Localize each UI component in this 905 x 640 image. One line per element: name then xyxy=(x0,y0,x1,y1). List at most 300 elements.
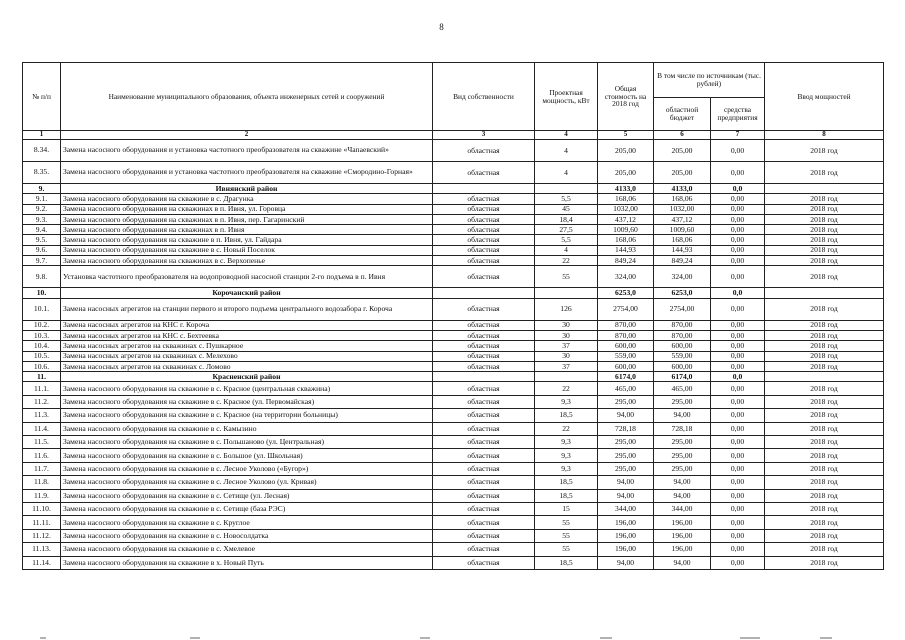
row-number: 9.6. xyxy=(23,245,61,255)
enterprise-funds-cell: 0,00 xyxy=(711,214,765,224)
regional-budget-cell: 94,00 xyxy=(654,409,711,422)
commissioning-cell: 2018 год xyxy=(765,194,884,204)
commissioning-cell: 2018 год xyxy=(765,422,884,435)
row-number: 9.1. xyxy=(23,194,61,204)
regional-budget-cell: 870,00 xyxy=(654,330,711,340)
regional-budget-cell: 196,00 xyxy=(654,516,711,529)
column-number: 4 xyxy=(535,131,598,140)
total-cost-cell: 559,00 xyxy=(598,351,654,361)
enterprise-funds-cell: 0,00 xyxy=(711,382,765,395)
commissioning-cell xyxy=(765,372,884,382)
total-cost-cell: 600,00 xyxy=(598,341,654,351)
regional-budget-cell: 600,00 xyxy=(654,361,711,371)
regional-budget-cell: 168,06 xyxy=(654,235,711,245)
capacity-cell: 30 xyxy=(535,320,598,330)
regional-budget-cell: 437,12 xyxy=(654,214,711,224)
enterprise-funds-cell: 0,00 xyxy=(711,462,765,475)
total-cost-cell: 437,12 xyxy=(598,214,654,224)
commissioning-cell: 2018 год xyxy=(765,543,884,556)
regional-budget-cell: 600,00 xyxy=(654,341,711,351)
capacity-cell: 18,5 xyxy=(535,489,598,502)
table-row xyxy=(23,341,884,351)
ownership-cell: областная xyxy=(433,409,535,422)
commissioning-cell: 2018 год xyxy=(765,225,884,235)
regional-budget-cell: 205,00 xyxy=(654,140,711,162)
table-body xyxy=(23,140,884,570)
total-cost-cell: 94,00 xyxy=(598,489,654,502)
table-row xyxy=(23,543,884,556)
commissioning-cell xyxy=(765,184,884,194)
ownership-cell: областная xyxy=(433,162,535,184)
total-cost-cell: 196,00 xyxy=(598,529,654,542)
capacity-cell: 18,4 xyxy=(535,214,598,224)
total-cost-cell: 295,00 xyxy=(598,462,654,475)
table-row xyxy=(23,140,884,162)
enterprise-funds-cell: 0,00 xyxy=(711,409,765,422)
table-row xyxy=(23,409,884,422)
object-name: Замена насосного оборудования на скважине в с. Красное (ул. Первомайская) xyxy=(61,395,433,408)
total-cost-cell: 465,00 xyxy=(598,382,654,395)
commissioning-cell: 2018 год xyxy=(765,140,884,162)
regional-budget-cell: 94,00 xyxy=(654,556,711,569)
enterprise-funds-cell: 0,00 xyxy=(711,351,765,361)
capacity-cell xyxy=(535,184,598,194)
enterprise-funds-cell: 0,00 xyxy=(711,225,765,235)
total-cost-cell: 6253,0 xyxy=(598,288,654,298)
object-name: Замена насосного оборудования на скважине в с. Лесное Уколово (ул. Кривая) xyxy=(61,476,433,489)
total-cost-cell: 324,00 xyxy=(598,266,654,288)
commissioning-cell: 2018 год xyxy=(765,409,884,422)
table-row xyxy=(23,245,884,255)
regional-budget-cell: 1009,60 xyxy=(654,225,711,235)
total-cost-cell: 1009,60 xyxy=(598,225,654,235)
object-name: Замена насосного оборудования и установка частотного преобразователя на скважине «Смородино-Горная» xyxy=(61,162,433,184)
column-number: 5 xyxy=(598,131,654,140)
total-cost-cell: 728,18 xyxy=(598,422,654,435)
row-number: 11.6. xyxy=(23,449,61,462)
commissioning-cell: 2018 год xyxy=(765,529,884,542)
enterprise-funds-cell: 0,00 xyxy=(711,298,765,320)
enterprise-funds-cell: 0,00 xyxy=(711,556,765,569)
row-number: 10.4. xyxy=(23,341,61,351)
total-cost-cell: 600,00 xyxy=(598,361,654,371)
header-capacity: Проектная мощность, кВт xyxy=(535,63,598,131)
commissioning-cell: 2018 год xyxy=(765,266,884,288)
row-number: 10. xyxy=(23,288,61,298)
capacity-cell: 37 xyxy=(535,361,598,371)
capacity-cell: 22 xyxy=(535,256,598,266)
enterprise-funds-cell: 0,00 xyxy=(711,330,765,340)
total-cost-cell: 94,00 xyxy=(598,556,654,569)
row-number: 10.2. xyxy=(23,320,61,330)
table-row xyxy=(23,320,884,330)
capacity-cell: 9,3 xyxy=(535,449,598,462)
table-row xyxy=(23,214,884,224)
table-row xyxy=(23,436,884,449)
object-name: Замена насосного оборудования на скважине в с. Сетище (ул. Лесная) xyxy=(61,489,433,502)
column-numbers-row xyxy=(23,131,884,140)
capacity-cell: 9,3 xyxy=(535,462,598,475)
ownership-cell: областная xyxy=(433,395,535,408)
enterprise-funds-cell: 0,0 xyxy=(711,288,765,298)
regional-budget-cell: 205,00 xyxy=(654,162,711,184)
object-name: Замена насосных агрегатов на КНС с. Бехтеевка xyxy=(61,330,433,340)
capacity-cell: 4 xyxy=(535,140,598,162)
object-name: Замена насосного оборудования на скважине в с. Большое (ул. Школьная) xyxy=(61,449,433,462)
object-name: Замена насосных агрегатов на скважинах с. Ломово xyxy=(61,361,433,371)
header-enterprise-funds: средства предприятия xyxy=(711,98,765,131)
row-number: 10.3. xyxy=(23,330,61,340)
row-number: 11.1. xyxy=(23,382,61,395)
capacity-cell: 4 xyxy=(535,245,598,255)
capacity-cell: 30 xyxy=(535,330,598,340)
ownership-cell: областная xyxy=(433,235,535,245)
object-name: Красненский район xyxy=(61,372,433,382)
object-name: Замена насосного оборудования и установка частотного преобразователя на скважине «Чапаевский» xyxy=(61,140,433,162)
capacity-cell: 18,5 xyxy=(535,556,598,569)
object-name: Замена насосного оборудования на скважинах в п. Ивня xyxy=(61,225,433,235)
row-number: 11.2. xyxy=(23,395,61,408)
total-cost-cell: 144,93 xyxy=(598,245,654,255)
row-number: 11. xyxy=(23,372,61,382)
total-cost-cell: 1032,00 xyxy=(598,204,654,214)
regional-budget-cell: 295,00 xyxy=(654,449,711,462)
object-name: Замена насосного оборудования на скважинах в п. Ивня, ул. Горовца xyxy=(61,204,433,214)
ownership-cell xyxy=(433,372,535,382)
column-number: 6 xyxy=(654,131,711,140)
header-commissioning: Ввод мощностей xyxy=(765,63,884,131)
enterprise-funds-cell: 0,00 xyxy=(711,235,765,245)
row-number: 11.4. xyxy=(23,422,61,435)
commissioning-cell: 2018 год xyxy=(765,462,884,475)
capacity-cell: 55 xyxy=(535,543,598,556)
ownership-cell: областная xyxy=(433,382,535,395)
enterprise-funds-cell: 0,00 xyxy=(711,502,765,515)
row-number: 11.12. xyxy=(23,529,61,542)
object-name: Замена насосного оборудования на скважине в с. Сетище (база РЭС) xyxy=(61,502,433,515)
table-row xyxy=(23,330,884,340)
object-name: Замена насосного оборудования на скважине в с. Польшаново (ул. Центральная) xyxy=(61,436,433,449)
district-row xyxy=(23,288,884,298)
ownership-cell: областная xyxy=(433,245,535,255)
commissioning-cell: 2018 год xyxy=(765,235,884,245)
row-number: 11.11. xyxy=(23,516,61,529)
row-number: 9.7. xyxy=(23,256,61,266)
enterprise-funds-cell: 0,00 xyxy=(711,449,765,462)
ownership-cell: областная xyxy=(433,449,535,462)
row-number: 8.35. xyxy=(23,162,61,184)
header-sources-group: В том числе по источникам (тыс. рублей) xyxy=(654,63,765,98)
capacity-cell: 4 xyxy=(535,162,598,184)
commissioning-cell: 2018 год xyxy=(765,395,884,408)
scan-edge-marks xyxy=(0,630,905,640)
object-name: Замена насосного оборудования на скважине в с. Камызино xyxy=(61,422,433,435)
table-row xyxy=(23,395,884,408)
object-name: Замена насосного оборудования на скважинах в п. Ивня, пер. Гагаринский xyxy=(61,214,433,224)
regional-budget-cell: 849,24 xyxy=(654,256,711,266)
regional-budget-cell: 344,00 xyxy=(654,502,711,515)
capacity-cell: 18,5 xyxy=(535,409,598,422)
enterprise-funds-cell: 0,00 xyxy=(711,256,765,266)
object-name: Замена насосных агрегатов на КНС г. Короча xyxy=(61,320,433,330)
commissioning-cell: 2018 год xyxy=(765,162,884,184)
regional-budget-cell: 94,00 xyxy=(654,489,711,502)
header-num: № п/п xyxy=(23,63,61,131)
ownership-cell: областная xyxy=(433,194,535,204)
enterprise-funds-cell: 0,00 xyxy=(711,194,765,204)
capacity-cell: 27,5 xyxy=(535,225,598,235)
ownership-cell: областная xyxy=(433,266,535,288)
regional-budget-cell: 6253,0 xyxy=(654,288,711,298)
commissioning-cell: 2018 год xyxy=(765,320,884,330)
commissioning-cell: 2018 год xyxy=(765,436,884,449)
total-cost-cell: 168,06 xyxy=(598,194,654,204)
header-total-cost: Общая стоимость на 2018 год xyxy=(598,63,654,131)
row-number: 9.8. xyxy=(23,266,61,288)
regional-budget-cell: 295,00 xyxy=(654,436,711,449)
commissioning-cell: 2018 год xyxy=(765,256,884,266)
row-number: 8.34. xyxy=(23,140,61,162)
row-number: 9.3. xyxy=(23,214,61,224)
ownership-cell: областная xyxy=(433,476,535,489)
regional-budget-cell: 295,00 xyxy=(654,395,711,408)
object-name: Замена насосного оборудования на скважине в с. Красное (на территории больницы) xyxy=(61,409,433,422)
table-row xyxy=(23,235,884,245)
total-cost-cell: 205,00 xyxy=(598,140,654,162)
total-cost-cell: 849,24 xyxy=(598,256,654,266)
total-cost-cell: 870,00 xyxy=(598,320,654,330)
commissioning-cell: 2018 год xyxy=(765,449,884,462)
row-number: 11.9. xyxy=(23,489,61,502)
capacity-cell: 5,5 xyxy=(535,235,598,245)
regional-budget-cell: 168,06 xyxy=(654,194,711,204)
ownership-cell: областная xyxy=(433,256,535,266)
regional-budget-cell: 2754,00 xyxy=(654,298,711,320)
ownership-cell: областная xyxy=(433,502,535,515)
enterprise-funds-cell: 0,00 xyxy=(711,516,765,529)
total-cost-cell: 295,00 xyxy=(598,449,654,462)
ownership-cell: областная xyxy=(433,462,535,475)
enterprise-funds-cell: 0,00 xyxy=(711,266,765,288)
enterprise-funds-cell: 0,00 xyxy=(711,245,765,255)
ownership-cell: областная xyxy=(433,556,535,569)
object-name: Замена насосного оборудования на скважине в с. Драгунка xyxy=(61,194,433,204)
ownership-cell xyxy=(433,184,535,194)
regional-budget-cell: 870,00 xyxy=(654,320,711,330)
enterprise-funds-cell: 0,00 xyxy=(711,162,765,184)
capacity-cell: 9,3 xyxy=(535,395,598,408)
header-ownership: Вид собственности xyxy=(433,63,535,131)
enterprise-funds-cell: 0,00 xyxy=(711,395,765,408)
commissioning-cell: 2018 год xyxy=(765,330,884,340)
commissioning-cell: 2018 год xyxy=(765,556,884,569)
ownership-cell: областная xyxy=(433,516,535,529)
regional-budget-cell: 144,93 xyxy=(654,245,711,255)
commissioning-cell: 2018 год xyxy=(765,489,884,502)
ownership-cell: областная xyxy=(433,422,535,435)
capacity-cell: 37 xyxy=(535,341,598,351)
table-row xyxy=(23,162,884,184)
total-cost-cell: 2754,00 xyxy=(598,298,654,320)
column-number: 8 xyxy=(765,131,884,140)
enterprise-funds-cell: 0,00 xyxy=(711,489,765,502)
row-number: 11.5. xyxy=(23,436,61,449)
ownership-cell xyxy=(433,288,535,298)
capacity-cell: 55 xyxy=(535,529,598,542)
enterprise-funds-cell: 0,00 xyxy=(711,361,765,371)
total-cost-cell: 6174,0 xyxy=(598,372,654,382)
commissioning-cell: 2018 год xyxy=(765,476,884,489)
row-number: 11.10. xyxy=(23,502,61,515)
commissioning-cell: 2018 год xyxy=(765,516,884,529)
total-cost-cell: 295,00 xyxy=(598,436,654,449)
ownership-cell: областная xyxy=(433,489,535,502)
total-cost-cell: 870,00 xyxy=(598,330,654,340)
capacity-cell: 9,3 xyxy=(535,436,598,449)
row-number: 11.7. xyxy=(23,462,61,475)
object-name: Замена насосного оборудования на скважине в с. Лесное Уколово («Бугор») xyxy=(61,462,433,475)
row-number: 10.1. xyxy=(23,298,61,320)
regional-budget-cell: 4133,0 xyxy=(654,184,711,194)
row-number: 9.4. xyxy=(23,225,61,235)
table-row xyxy=(23,225,884,235)
enterprise-funds-cell: 0,00 xyxy=(711,320,765,330)
table-row xyxy=(23,489,884,502)
enterprise-funds-cell: 0,00 xyxy=(711,529,765,542)
column-number: 1 xyxy=(23,131,61,140)
object-name: Замена насосного оборудования на скважине в с. Новосолдатка xyxy=(61,529,433,542)
commissioning-cell: 2018 год xyxy=(765,245,884,255)
enterprise-funds-cell: 0,00 xyxy=(711,436,765,449)
ownership-cell: областная xyxy=(433,320,535,330)
regional-budget-cell: 559,00 xyxy=(654,351,711,361)
object-name: Замена насосного оборудования на скважинах в с. Верхопенье xyxy=(61,256,433,266)
capacity-cell: 5,5 xyxy=(535,194,598,204)
district-row xyxy=(23,184,884,194)
ownership-cell: областная xyxy=(433,361,535,371)
capacity-cell xyxy=(535,372,598,382)
object-name: Замена насосных агрегатов на скважинах с. Мелехово xyxy=(61,351,433,361)
ownership-cell: областная xyxy=(433,298,535,320)
object-name: Замена насосного оборудования на скважине в п. Ивня, ул. Гайдара xyxy=(61,235,433,245)
regional-budget-cell: 728,18 xyxy=(654,422,711,435)
table-row xyxy=(23,449,884,462)
ownership-cell: областная xyxy=(433,436,535,449)
total-cost-cell: 205,00 xyxy=(598,162,654,184)
object-name: Установка частотного преобразователя на водопроводной насосной станции 2-го подъема в п. Ивня xyxy=(61,266,433,288)
ownership-cell: областная xyxy=(433,140,535,162)
capacity-cell: 45 xyxy=(535,204,598,214)
table-row xyxy=(23,422,884,435)
commissioning-cell: 2018 год xyxy=(765,298,884,320)
capacity-cell: 18,5 xyxy=(535,476,598,489)
total-cost-cell: 196,00 xyxy=(598,543,654,556)
enterprise-funds-cell: 0,00 xyxy=(711,422,765,435)
regional-budget-cell: 196,00 xyxy=(654,543,711,556)
object-name: Замена насосных агрегатов на станции первого и второго подъема центрального водозабора г. Короча xyxy=(61,298,433,320)
ownership-cell: областная xyxy=(433,529,535,542)
table-row xyxy=(23,194,884,204)
table-row xyxy=(23,256,884,266)
table-row xyxy=(23,382,884,395)
table-row xyxy=(23,556,884,569)
ownership-cell: областная xyxy=(433,330,535,340)
ownership-cell: областная xyxy=(433,204,535,214)
table-row xyxy=(23,266,884,288)
object-name: Замена насосного оборудования на скважине в с. Новый Поселок xyxy=(61,245,433,255)
total-cost-cell: 94,00 xyxy=(598,409,654,422)
table-row xyxy=(23,476,884,489)
column-number: 3 xyxy=(433,131,535,140)
header-regional-budget: областной бюджет xyxy=(654,98,711,131)
object-name: Замена насосного оборудования на скважине в с. Красное (центральная скважина) xyxy=(61,382,433,395)
commissioning-cell: 2018 год xyxy=(765,204,884,214)
capacity-cell: 22 xyxy=(535,382,598,395)
table-row xyxy=(23,502,884,515)
regional-budget-cell: 1032,00 xyxy=(654,204,711,214)
enterprise-funds-cell: 0,0 xyxy=(711,184,765,194)
commissioning-cell: 2018 год xyxy=(765,382,884,395)
table-row xyxy=(23,529,884,542)
regional-budget-cell: 196,00 xyxy=(654,529,711,542)
table-row xyxy=(23,361,884,371)
regional-budget-cell: 94,00 xyxy=(654,476,711,489)
table-row xyxy=(23,462,884,475)
object-name: Замена насосных агрегатов на скважинах с. Пушкарное xyxy=(61,341,433,351)
object-name: Замена насосного оборудования на скважине в с. Хмелевое xyxy=(61,543,433,556)
table-row xyxy=(23,204,884,214)
commissioning-cell: 2018 год xyxy=(765,361,884,371)
commissioning-cell: 2018 год xyxy=(765,502,884,515)
row-number: 11.13. xyxy=(23,543,61,556)
header-name: Наименование муниципального образования, объекта инженерных сетей и сооружений xyxy=(61,63,433,131)
object-name: Корочанский район xyxy=(61,288,433,298)
capacity-cell: 15 xyxy=(535,502,598,515)
row-number: 11.8. xyxy=(23,476,61,489)
page-number: 8 xyxy=(439,22,444,32)
investment-table xyxy=(22,62,884,570)
enterprise-funds-cell: 0,00 xyxy=(711,341,765,351)
row-number: 9.2. xyxy=(23,204,61,214)
regional-budget-cell: 465,00 xyxy=(654,382,711,395)
object-name: Замена насосного оборудования на скважине в х. Новый Путь xyxy=(61,556,433,569)
enterprise-funds-cell: 0,00 xyxy=(711,204,765,214)
enterprise-funds-cell: 0,0 xyxy=(711,372,765,382)
commissioning-cell: 2018 год xyxy=(765,214,884,224)
object-name: Замена насосного оборудования на скважине в с. Круглое xyxy=(61,516,433,529)
row-number: 9.5. xyxy=(23,235,61,245)
object-name: Ивнянский район xyxy=(61,184,433,194)
regional-budget-cell: 295,00 xyxy=(654,462,711,475)
ownership-cell: областная xyxy=(433,543,535,556)
ownership-cell: областная xyxy=(433,214,535,224)
regional-budget-cell: 324,00 xyxy=(654,266,711,288)
table-row xyxy=(23,516,884,529)
column-number: 7 xyxy=(711,131,765,140)
row-number: 9. xyxy=(23,184,61,194)
commissioning-cell: 2018 год xyxy=(765,351,884,361)
capacity-cell: 126 xyxy=(535,298,598,320)
total-cost-cell: 295,00 xyxy=(598,395,654,408)
district-row xyxy=(23,372,884,382)
ownership-cell: областная xyxy=(433,341,535,351)
total-cost-cell: 94,00 xyxy=(598,476,654,489)
capacity-cell xyxy=(535,288,598,298)
total-cost-cell: 196,00 xyxy=(598,516,654,529)
capacity-cell: 55 xyxy=(535,516,598,529)
row-number: 10.5. xyxy=(23,351,61,361)
row-number: 10.6. xyxy=(23,361,61,371)
